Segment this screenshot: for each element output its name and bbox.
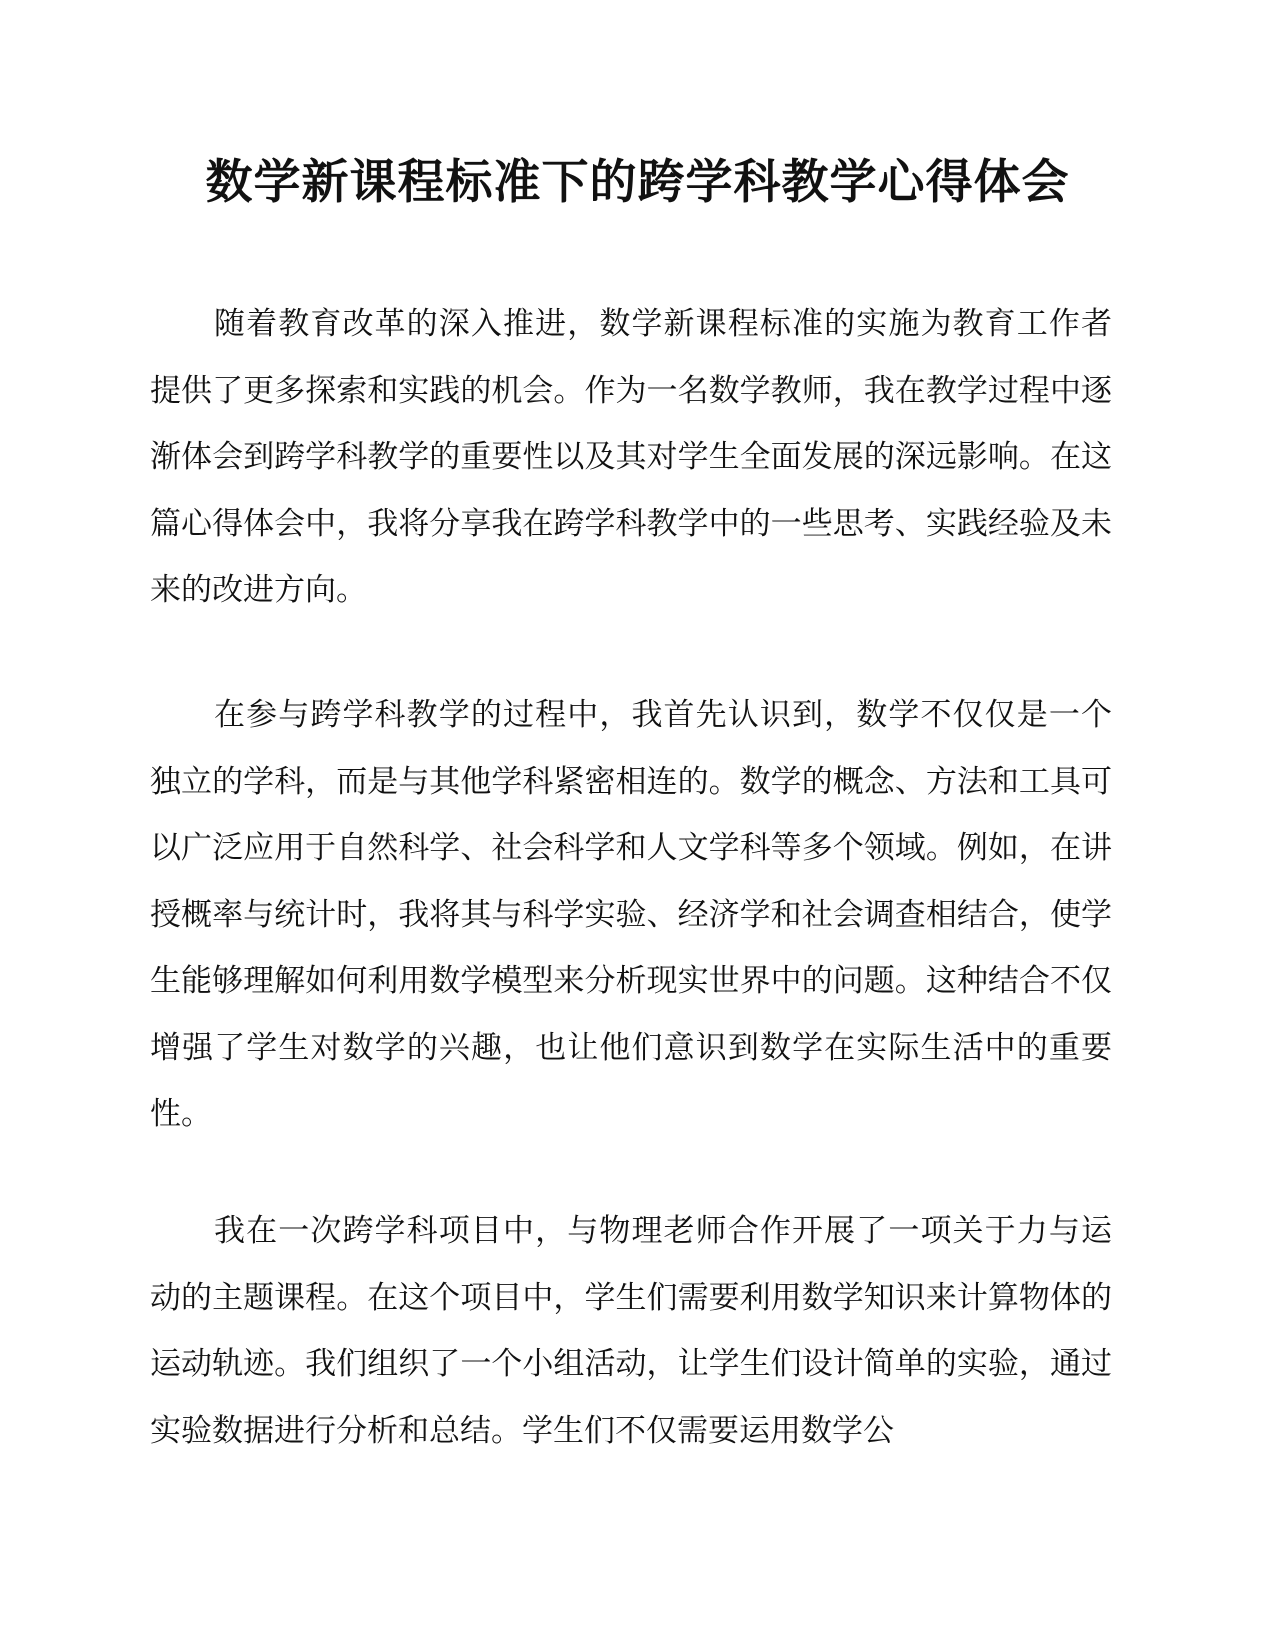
body-paragraph-3: 我在一次跨学科项目中，与物理老师合作开展了一项关于力与运动的主题课程。在这个项目中，学生们需要利用数学知识来计算物体的运动轨迹。我们组织了一个小组活动，让学生们设计简单的实验，通过实验数据进行分析和总结。学生们不仅需要运用数学公 <box>150 1213 1112 1449</box>
body-paragraph-2: 在参与跨学科教学的过程中，我首先认识到，数学不仅仅是一个独立的学科，而是与其他学科紧密相连的。数学的概念、方法和工具可以广泛应用于自然科学、社会科学和人文学科等多个领域。例如，在讲授概率与统计时，我将其与科学实验、经济学和社会调查相结合，使学生能够理解如何利用数学模型来分析现实世界中的问题。这种结合不仅增强了学生对数学的兴趣，也让他们意识到数学在实际生活中的重要性。 <box>150 697 1112 1132</box>
document-title: 数学新课程标准下的跨学科教学心得体会 <box>205 155 1070 210</box>
body-paragraph-1: 随着教育改革的深入推进，数学新课程标准的实施为教育工作者提供了更多探索和实践的机会。作为一名数学教师，我在教学过程中逐渐体会到跨学科教学的重要性以及其对学生全面发展的深远影响。在这篇心得体会中，我将分享我在跨学科教学中的一些思考、实践经验及未来的改进方向。 <box>150 306 1112 608</box>
